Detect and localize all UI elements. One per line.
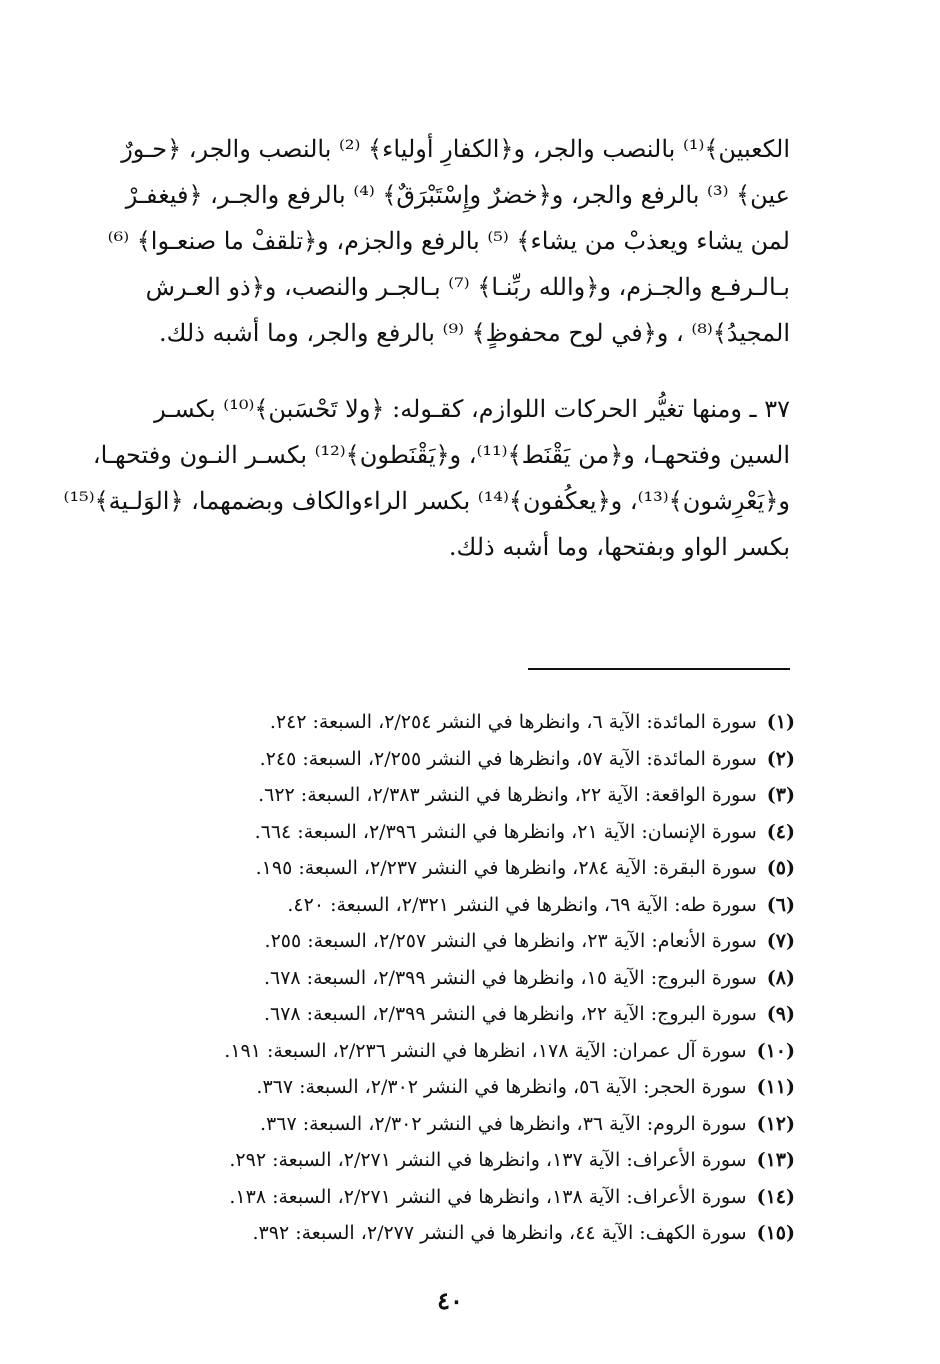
footnote-number: (٩) xyxy=(766,1003,795,1025)
footnote-number: (١٠) xyxy=(756,1039,795,1062)
footnote-text: سورة المائدة: الآية ٥٧، وانظرها في النشر ٢/٢٥٥، السبعة: ٢٤٥. xyxy=(259,747,757,770)
paragraph-2 xyxy=(63,386,790,570)
footnote-number: (١٣) xyxy=(756,1149,795,1171)
text-line: عين﴾ ⁽³⁾ بالرفع والجر، و﴿خضرٌ وإِسْتَبْرَقٌ﴾ ⁽⁴⁾ بالرفع والجـر، ﴿فيغفـرْ xyxy=(125,181,790,209)
footnote-number: (٨) xyxy=(766,966,795,989)
footnote-number: (١١) xyxy=(756,1076,795,1098)
footnote-text: سورة الإنسان: الآية ٢١، وانظرها في النشر ٢/٣٩٦، السبعة: ٦٦٤. xyxy=(254,820,757,843)
footnote xyxy=(140,923,795,960)
footnote xyxy=(140,814,795,851)
text-line: بـالـرفـع والجـزم، و﴿والله ربِّنـا﴾ ⁽⁷⁾ بـالجـر والنصب، و﴿ذو العـرش xyxy=(145,273,790,301)
footnote xyxy=(140,996,795,1033)
footnote xyxy=(140,850,795,887)
footnote-number: (٢) xyxy=(766,747,795,770)
text-line: و﴿يَعْرِشون﴾⁽¹³⁾، و﴿يعكُفون﴾⁽¹⁴⁾ بكسر الراءوالكاف وبضمهما، ﴿الوَلـية﴾⁽¹⁵⁾ xyxy=(63,487,790,515)
text-line: ٣٧ ـ ومنها تغيُّر الحركات اللوازم، كقـوله: ﴿ولا تَحْسَبن﴾⁽¹⁰⁾ بكسـر xyxy=(154,395,790,423)
text-line: بكسر الواو وبفتحها، وما أشبه ذلك. xyxy=(448,533,790,561)
page-number: ٤٠ xyxy=(437,1286,463,1315)
footnote xyxy=(140,777,795,814)
text-line: لمن يشاء ويعذبْ من يشاء﴾ ⁽⁵⁾ بالرفع والجزم، و﴿تلقفْ ما صنعـوا﴾ ⁽⁶⁾ xyxy=(107,227,790,255)
footnote-text: سورة الكهف: الآية ٤٤، وانظرها في النشر ٢/٢٧٧، السبعة: ٣٩٢. xyxy=(252,1222,747,1244)
footnote-text: سورة الأعراف: الآية ١٣٨، وانظرها في النشر ٢/٢٧١، السبعة: ١٣٨. xyxy=(229,1185,747,1208)
footnotes xyxy=(140,704,795,1252)
footnote-text: سورة الواقعة: الآية ٢٢، وانظرها في النشر ٢/٣٨٣، السبعة: ٦٢٢. xyxy=(258,784,757,806)
footnote-number: (١٢) xyxy=(756,1112,795,1135)
footnote-text: سورة الروم: الآية ٣٦، وانظرها في النشر ٢/٣٠٢، السبعة: ٣٦٧. xyxy=(259,1112,747,1135)
footnote xyxy=(140,1179,795,1216)
footnote-text: سورة الأعراف: الآية ١٣٧، وانظرها في النشر ٢/٢٧١، السبعة: ٢٩٢. xyxy=(229,1149,747,1171)
footnote-number: (٤) xyxy=(766,820,795,843)
footnote xyxy=(140,1142,795,1179)
footnote-text: سورة البروج: الآية ١٥، وانظرها في النشر ٢/٣٩٩، السبعة: ٦٧٨. xyxy=(263,966,757,989)
footnote-number: (١٥) xyxy=(756,1222,795,1244)
footnote xyxy=(140,1069,795,1106)
footnote-text: سورة البروج: الآية ٢٢، وانظرها في النشر ٢/٣٩٩، السبعة: ٦٧٨. xyxy=(263,1003,757,1025)
footnote-separator xyxy=(528,668,790,670)
footnote xyxy=(140,1215,795,1252)
footnote-number: (٦) xyxy=(766,893,795,916)
footnote-number: (٣) xyxy=(766,784,795,806)
footnote xyxy=(140,741,795,778)
footnote-text: سورة الحجر: الآية ٥٦، وانظرها في النشر ٢/٣٠٢، السبعة: ٣٦٧. xyxy=(256,1076,747,1098)
footnote xyxy=(140,1033,795,1070)
footnote-number: (١٤) xyxy=(756,1185,795,1208)
footnote-number: (١) xyxy=(766,711,795,733)
footnote-text: سورة آل عمران: الآية ١٧٨، انظرها في النشر ٢/٢٣٦، السبعة: ١٩١. xyxy=(224,1039,747,1062)
text-line: الكعبين﴾⁽¹⁾ بالنصب والجر، و﴿الكفارِ أولياء﴾ ⁽²⁾ بالنصب والجر، ﴿حـورٌ xyxy=(121,135,790,163)
footnote-number: (٥) xyxy=(766,857,795,879)
footnote-text: سورة طه: الآية ٦٩، وانظرها في النشر ٢/٣٢١، السبعة: ٤٢٠. xyxy=(287,893,757,916)
paragraph-1 xyxy=(84,126,790,356)
footnote xyxy=(140,960,795,997)
footnote xyxy=(140,1106,795,1143)
text-line: السين وفتحهـا، و﴿من يَقْنَط﴾⁽¹¹⁾، و﴿يَقْنَطون﴾⁽¹²⁾ بكسـر النـون وفتحهـا، xyxy=(92,441,790,469)
footnote-number: (٧) xyxy=(766,930,795,952)
footnote xyxy=(140,704,795,741)
text-line: المجيدُ﴾⁽⁸⁾ ، و﴿في لوح محفوظٍ﴾ ⁽⁹⁾ بالرفع والجر، وما أشبه ذلك. xyxy=(159,319,790,347)
footnote-text: سورة المائدة: الآية ٦، وانظرها في النشر ٢/٢٥٤، السبعة: ٢٤٢. xyxy=(269,711,757,733)
footnote-text: سورة الأنعام: الآية ٢٣، وانظرها في النشر ٢/٢٥٧، السبعة: ٢٥٥. xyxy=(264,930,757,952)
footnote xyxy=(140,887,795,924)
footnote-text: سورة البقرة: الآية ٢٨٤، وانظرها في النشر ٢/٢٣٧، السبعة: ١٩٥. xyxy=(255,857,757,879)
